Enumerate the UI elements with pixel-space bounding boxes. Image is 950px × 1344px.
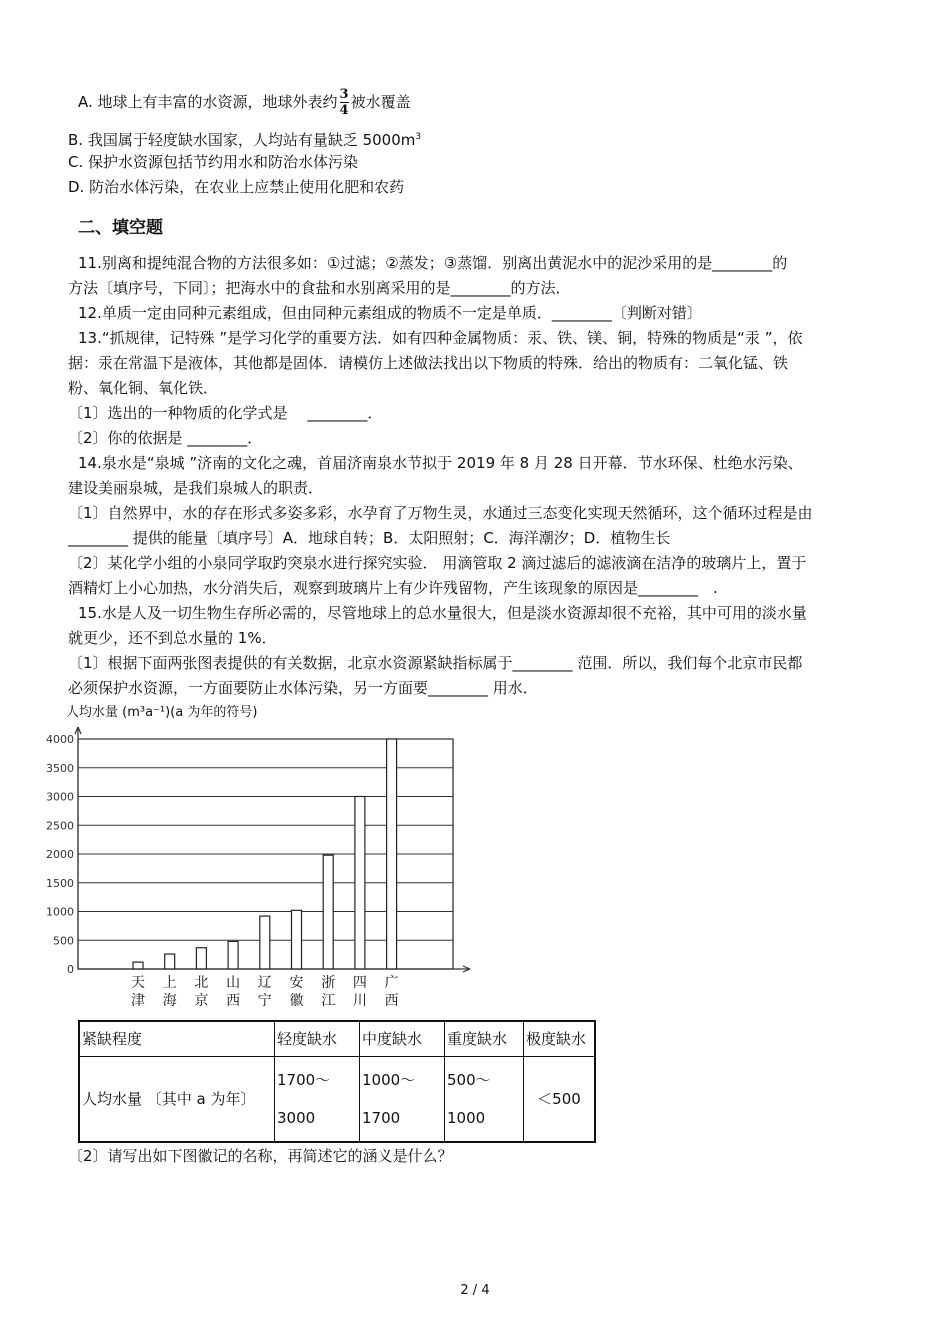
x-tick-label: 川 bbox=[352, 993, 367, 1009]
y-tick-label: 0 bbox=[67, 963, 74, 976]
option-c: C. 保护水资源包括节约用水和防治水体污染 bbox=[68, 153, 359, 171]
y-tick-label: 500 bbox=[53, 934, 74, 948]
table-cell: ＜500 bbox=[524, 1057, 596, 1143]
y-tick-label: 2000 bbox=[46, 848, 74, 861]
x-tick-label: 津 bbox=[131, 993, 145, 1009]
bar bbox=[292, 910, 302, 969]
q15-line1: 15.水是人及一切生物生存所必需的，尽管地球上的总水量很大，但是淡水资源却很不充裕，其中可用的淡水量 bbox=[78, 604, 807, 622]
x-tick-label: 山 bbox=[226, 975, 241, 991]
table-header-cell: 轻度缺水 bbox=[275, 1021, 360, 1057]
q15-sub2: 〔2〕请写出如下图徽记的名称，再简述它的涵义是什么？ bbox=[68, 1147, 453, 1165]
y-tick-label: 4000 bbox=[46, 733, 74, 746]
q14-sub2a: 〔2〕某化学小组的小泉同学取趵突泉水进行探究实验． 用滴管取 2 滴过滤后的滤液滴在洁净的玻璃片上，置于 bbox=[68, 554, 807, 572]
bar bbox=[196, 948, 206, 969]
q13-line3: 粉、氧化铜、氧化铁． bbox=[68, 379, 219, 397]
y-tick-label: 3500 bbox=[46, 761, 74, 775]
y-tick-label: 1000 bbox=[46, 905, 74, 919]
option-d: D. 防治水体污染，在农业上应禁止使用化肥和农药 bbox=[68, 178, 405, 196]
y-tick-label: 1500 bbox=[46, 876, 74, 890]
q15-sub1a: 〔1〕根据下面两张图表提供的有关数据，北京水资源紧缺指标属于________ 范围．所以，我们每个北京市民都 bbox=[68, 654, 803, 672]
q14-sub1a: 〔1〕自然界中，水的存在形式多姿多彩，水孕育了万物生灵，水通过三态变化实现天然循环，这个循环过程是由 bbox=[68, 504, 813, 522]
option-a: A. 地球上有丰富的水资源，地球外表约 $\frac{3}{4}$ 被水覆盖 bbox=[78, 87, 411, 118]
q13-line2: 据：汞在常温下是液体，其他都是固体．请模仿上述做法找出以下物质的特殊．给出的物质有：二氧化锰、铁 bbox=[68, 354, 789, 372]
section-title: 二、填空题 bbox=[78, 218, 163, 238]
bar bbox=[133, 962, 143, 969]
y-tick-label: 2500 bbox=[46, 819, 74, 833]
bar bbox=[165, 954, 175, 969]
x-tick-label: 辽 bbox=[257, 975, 272, 991]
table-header-cell: 紧缺程度 bbox=[79, 1021, 275, 1057]
q14-line1: 14.泉水是“泉城 ”济南的文化之魂，首届济南泉水节拟于 2019 年 8 月 28 日开幕．节水环保、杜绝水污染、 bbox=[78, 454, 803, 472]
table-header-cell: 中度缺水 bbox=[360, 1021, 445, 1057]
x-tick-label: 浙 bbox=[321, 975, 336, 991]
bar bbox=[323, 855, 333, 969]
bar bbox=[260, 916, 270, 969]
q12: 12.单质一定由同种元素组成，但由同种元素组成的物质不一定是单质．________〔判断对错〕 bbox=[78, 304, 702, 322]
water-per-capita-chart bbox=[46, 700, 490, 1015]
table-row-label: 人均水量 〔其中 a 为年〕 bbox=[79, 1057, 275, 1143]
page-number: 2 / 4 bbox=[460, 1283, 490, 1298]
x-tick-label: 海 bbox=[162, 993, 177, 1009]
table-header-cell: 极度缺水 bbox=[524, 1021, 596, 1057]
q14-sub2b: 酒精灯上小心加热，水分消失后，观察到玻璃片上有少许残留物，产生该现象的原因是________ . bbox=[68, 579, 718, 597]
table-cell: 1700～ 3000 bbox=[275, 1057, 360, 1143]
x-tick-label: 上 bbox=[162, 975, 177, 991]
q13-line1: 13.“抓规律，记特殊 ”是学习化学的重要方法．如有四种金属物质：汞、铁、镁、铜，特殊的物质是“汞 ”，依 bbox=[78, 329, 803, 347]
q14-line2: 建设美丽泉城，是我们泉城人的职责． bbox=[68, 479, 324, 497]
table-row bbox=[79, 1057, 595, 1143]
x-tick-label: 广 bbox=[384, 975, 399, 991]
x-tick-label: 徽 bbox=[289, 993, 304, 1009]
q14-sub1b: ________ 提供的能量〔填序号〕A．地球自转；B．太阳照射；C．海洋潮汐；D．植物生长 bbox=[68, 529, 671, 547]
bar bbox=[355, 797, 365, 970]
q15-line2: 就更少，还不到总水量的 1%． bbox=[68, 629, 277, 647]
chart-title: 人均水量 (m³a⁻¹)(a 为年的符号) bbox=[66, 705, 258, 720]
q11-line2: 方法〔填序号，下同〕；把海水中的食盐和水别离采用的是________的方法． bbox=[68, 279, 571, 297]
table-header-row bbox=[79, 1021, 595, 1057]
q13-sub1: 〔1〕选出的一种物质的化学式是 ________． bbox=[68, 404, 383, 422]
x-tick-label: 西 bbox=[226, 993, 241, 1009]
table-cell: 500～ 1000 bbox=[445, 1057, 524, 1143]
scarcity-table bbox=[78, 1020, 596, 1143]
q11-line1: 11.别离和提纯混合物的方法很多如：①过滤；②蒸发；③蒸馏．别离出黄泥水中的泥沙采用的是________的 bbox=[78, 254, 788, 272]
x-tick-label: 江 bbox=[321, 993, 336, 1009]
fraction: $\frac{3}{4}$ bbox=[339, 87, 349, 118]
bar bbox=[387, 739, 397, 969]
table-header-cell: 重度缺水 bbox=[445, 1021, 524, 1057]
x-tick-label: 北 bbox=[194, 975, 209, 991]
x-tick-label: 四 bbox=[352, 975, 367, 991]
y-tick-label: 3000 bbox=[46, 790, 74, 804]
q13-sub2: 〔2〕你的依据是 ________． bbox=[68, 429, 263, 447]
option-b: B. 我国属于轻度缺水国家，人均站有量缺乏 $5000m^3$ bbox=[68, 131, 422, 149]
x-tick-label: 宁 bbox=[257, 993, 272, 1009]
x-tick-label: 天 bbox=[131, 975, 145, 991]
x-tick-label: 西 bbox=[384, 993, 399, 1009]
x-tick-label: 安 bbox=[289, 975, 304, 991]
table-cell: 1000～ 1700 bbox=[360, 1057, 445, 1143]
x-tick-label: 京 bbox=[194, 993, 209, 1009]
bar bbox=[228, 941, 238, 969]
q15-sub1b: 必须保护水资源，一方面要防止水体污染，另一方面要________ 用水． bbox=[68, 679, 538, 697]
